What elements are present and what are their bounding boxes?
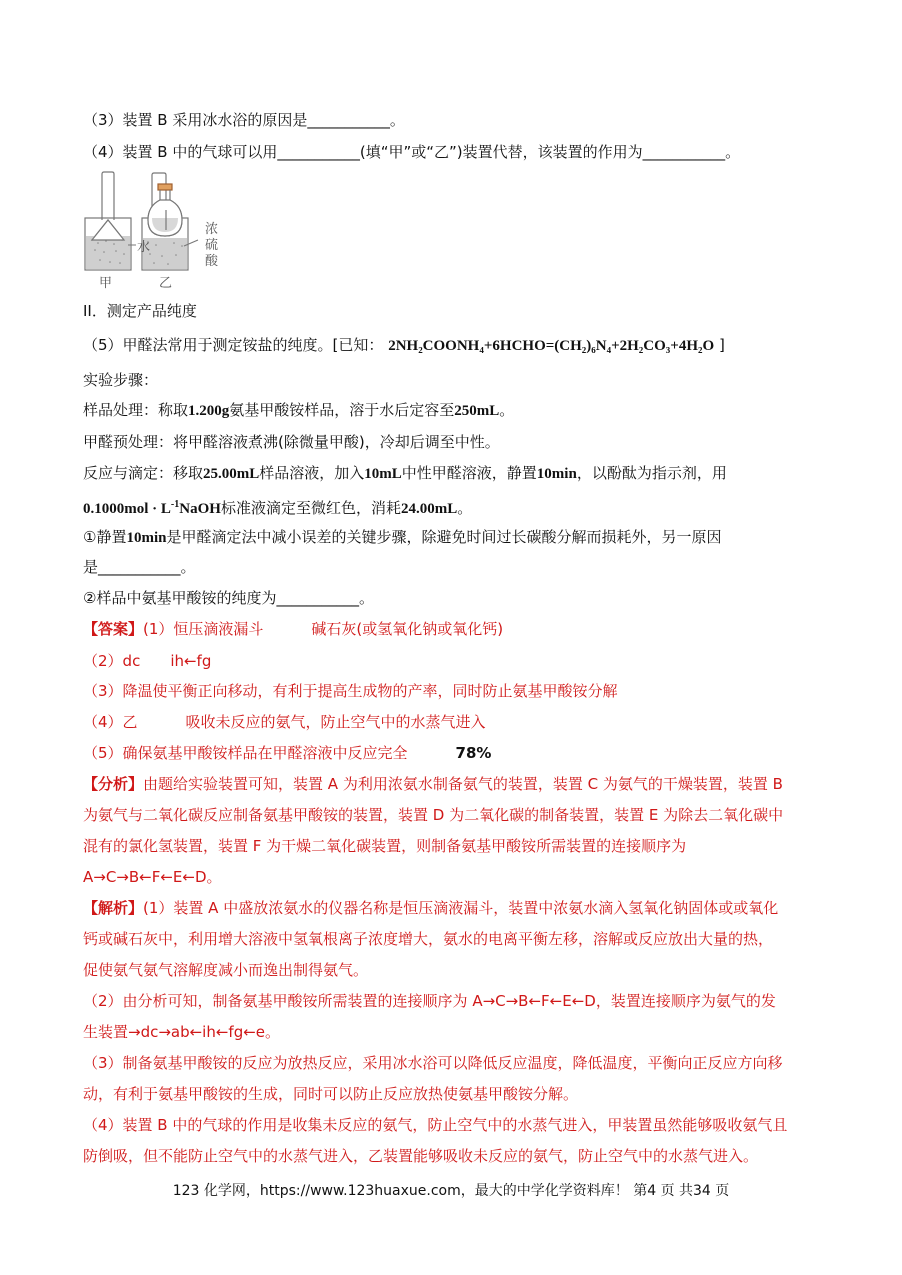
sub1-text: 是甲醛滴定法中减小误差的关键步骤，除避免时间过长碳酸分解而损耗外，另一原因	[166, 528, 722, 546]
answer-1a: (1）恒压滴液漏斗	[143, 620, 264, 638]
sample-mass: 1.200g	[188, 403, 230, 419]
sample-end: 。	[499, 401, 515, 419]
explanation-line-7: 动，有利于氨基甲酸铵的生成，同时可以防止反应放热使氨基甲酸铵分解。	[83, 1085, 579, 1103]
formaldehyde-step: 甲醛预处理：将甲醛溶液煮沸(除微量甲酸)，冷却后调至中性。	[83, 433, 500, 451]
question-4: （4）装置 B 中的气球可以用___________(填“甲”或“乙”)装置代替，该装置的作用为___________。	[83, 143, 741, 161]
explanation-text-1: (1）装置 A 中盛放浓氨水的仪器名称是恒压滴液漏斗，装置中浓氨水滴入氢氧化钠固体或或氧化	[143, 899, 779, 917]
subquestion-2: ②样品中氨基甲酸铵的纯度为___________。	[83, 589, 374, 607]
titration-label: 反应与滴定：移取	[83, 464, 204, 482]
answer-4b: 吸收未反应的氨气，防止空气中的水蒸气进入	[185, 713, 486, 731]
q5-suffix: ]	[718, 336, 725, 354]
q5-prefix: （5）甲醛法常用于测定铵盐的纯度。[已知：	[83, 336, 384, 354]
section-title: II．测定产品纯度	[83, 302, 197, 320]
titration-time: 10min	[536, 466, 577, 482]
explanation-line-1	[83, 898, 778, 918]
titration-volume: 25.00mL	[203, 466, 260, 482]
explanation-line-4: （2）由分析可知，制备氨基甲酸铵所需装置的连接顺序为 A→C→B←F←E←D，装置连接顺序为氨气的发	[83, 992, 776, 1010]
naoh-line	[83, 495, 472, 519]
label-jia: 甲	[99, 276, 113, 291]
answer-line-1	[83, 619, 503, 639]
answer-5b: 78%	[455, 744, 492, 762]
naoh-concentration: 0.1000mol · L	[83, 501, 171, 517]
answer-5a: （5）确保氨基甲酸铵样品在甲醛溶液中反应完全	[83, 744, 408, 762]
analysis-line-2: 为氨气与二氧化碳反应制备氨基甲酸铵的装置，装置 D 为二氧化碳的制备装置，装置 E 为除去二氧化碳中	[83, 806, 784, 824]
subquestion-1-cont: 是___________。	[83, 558, 196, 576]
sample-mid: 氨基甲酸铵样品，溶于水后定容至	[229, 401, 455, 419]
explanation-line-9: 防倒吸，但不能防止空气中的水蒸气进入，乙装置能够吸收未反应的氨气，防止空气中的水蒸气进入。	[83, 1147, 759, 1165]
answer-1b: 碱石灰(或氢氧化钠或氧化钙)	[311, 620, 504, 638]
sample-label: 样品处理：称取	[83, 401, 189, 419]
titration-mid2: 中性甲醛溶液，静置	[401, 464, 537, 482]
analysis-line-3: 混有的氯化氢装置，装置 F 为干燥二氧化碳装置，则制备氨基甲酸铵所需装置的连接顺序为	[83, 837, 687, 855]
naoh-volume: 24.00mL	[400, 501, 458, 517]
explanation-tag: 【解析】	[83, 899, 144, 917]
q5-equation: 2NH₂COONH₄+6HCHO=(CH₂)₆N₄+2H₂CO₃+4H₂O	[388, 338, 715, 354]
sub1-time: 10min	[126, 530, 167, 546]
titration-step	[83, 463, 727, 484]
titration-hcho: 10mL	[364, 466, 402, 482]
answer-line-2	[83, 651, 211, 671]
explanation-line-3: 促使氨气氨气溶解度减小而逸出制得氨气。	[83, 961, 369, 979]
answer-tag: 【答案】	[83, 620, 144, 638]
answer-line-3: （3）降温使平衡正向移动，有利于提高生成物的产率，同时防止氨基甲酸铵分解	[83, 682, 618, 700]
answer-line-5	[83, 743, 491, 763]
analysis-text-1: 由题给实验装置可知，装置 A 为利用浓氨水制备氨气的装置，装置 C 为氨气的干燥装置，装置 B	[143, 775, 783, 793]
page-footer: 123 化学网，https://www.123huaxue.com，最大的中学化学资料库！ 第4 页 共34 页	[172, 1183, 730, 1199]
naoh-exponent: -1	[170, 499, 180, 510]
explanation-line-6: （3）制备氨基甲酸铵的反应为放热反应，采用冰水浴可以降低反应温度，降低温度，平衡向正反应方向移	[83, 1054, 783, 1072]
naoh-mid: 标准液滴定至微红色，消耗	[220, 499, 401, 517]
analysis-line-4: A→C→B←F←E←D。	[83, 868, 222, 886]
label-yi: 乙	[159, 276, 173, 291]
sample-volume: 250mL	[454, 403, 500, 419]
apparatus-figure	[80, 170, 230, 290]
titration-end: ，以酚酞为指示剂，用	[576, 464, 727, 482]
sub1-prefix: ①静置	[83, 528, 127, 546]
sample-step	[83, 400, 514, 421]
label-water: 水	[137, 240, 151, 255]
label-acid-2: 硫	[205, 238, 219, 253]
subquestion-1	[83, 527, 721, 548]
question-3: （3）装置 B 采用冰水浴的原因是___________。	[83, 111, 405, 129]
question-5	[83, 335, 725, 356]
answer-line-4	[83, 712, 486, 732]
naoh-end: 。	[457, 499, 473, 517]
label-acid-1: 浓	[205, 222, 219, 237]
explanation-line-2: 钙或碱石灰中，利用增大溶液中氢氧根离子浓度增大，氨水的电离平衡左移，溶解或反应放出大量的热，	[83, 930, 774, 948]
naoh-formula: NaOH	[179, 501, 221, 517]
answer-2a: （2）dc	[83, 652, 141, 670]
titration-mid1: 样品溶液，加入	[259, 464, 365, 482]
label-acid-3: 酸	[205, 254, 219, 269]
explanation-line-5: 生装置→dc→ab←ih←fg←e。	[83, 1023, 281, 1041]
explanation-line-8: （4）装置 B 中的气球的作用是收集未反应的氨气，防止空气中的水蒸气进入，甲装置虽然能够吸收氨气且	[83, 1116, 788, 1134]
answer-4a: （4）乙	[83, 713, 138, 731]
analysis-line-1	[83, 774, 783, 794]
steps-title: 实验步骤：	[83, 371, 159, 389]
answer-2b: ih←fg	[170, 652, 212, 670]
analysis-tag: 【分析】	[83, 775, 144, 793]
